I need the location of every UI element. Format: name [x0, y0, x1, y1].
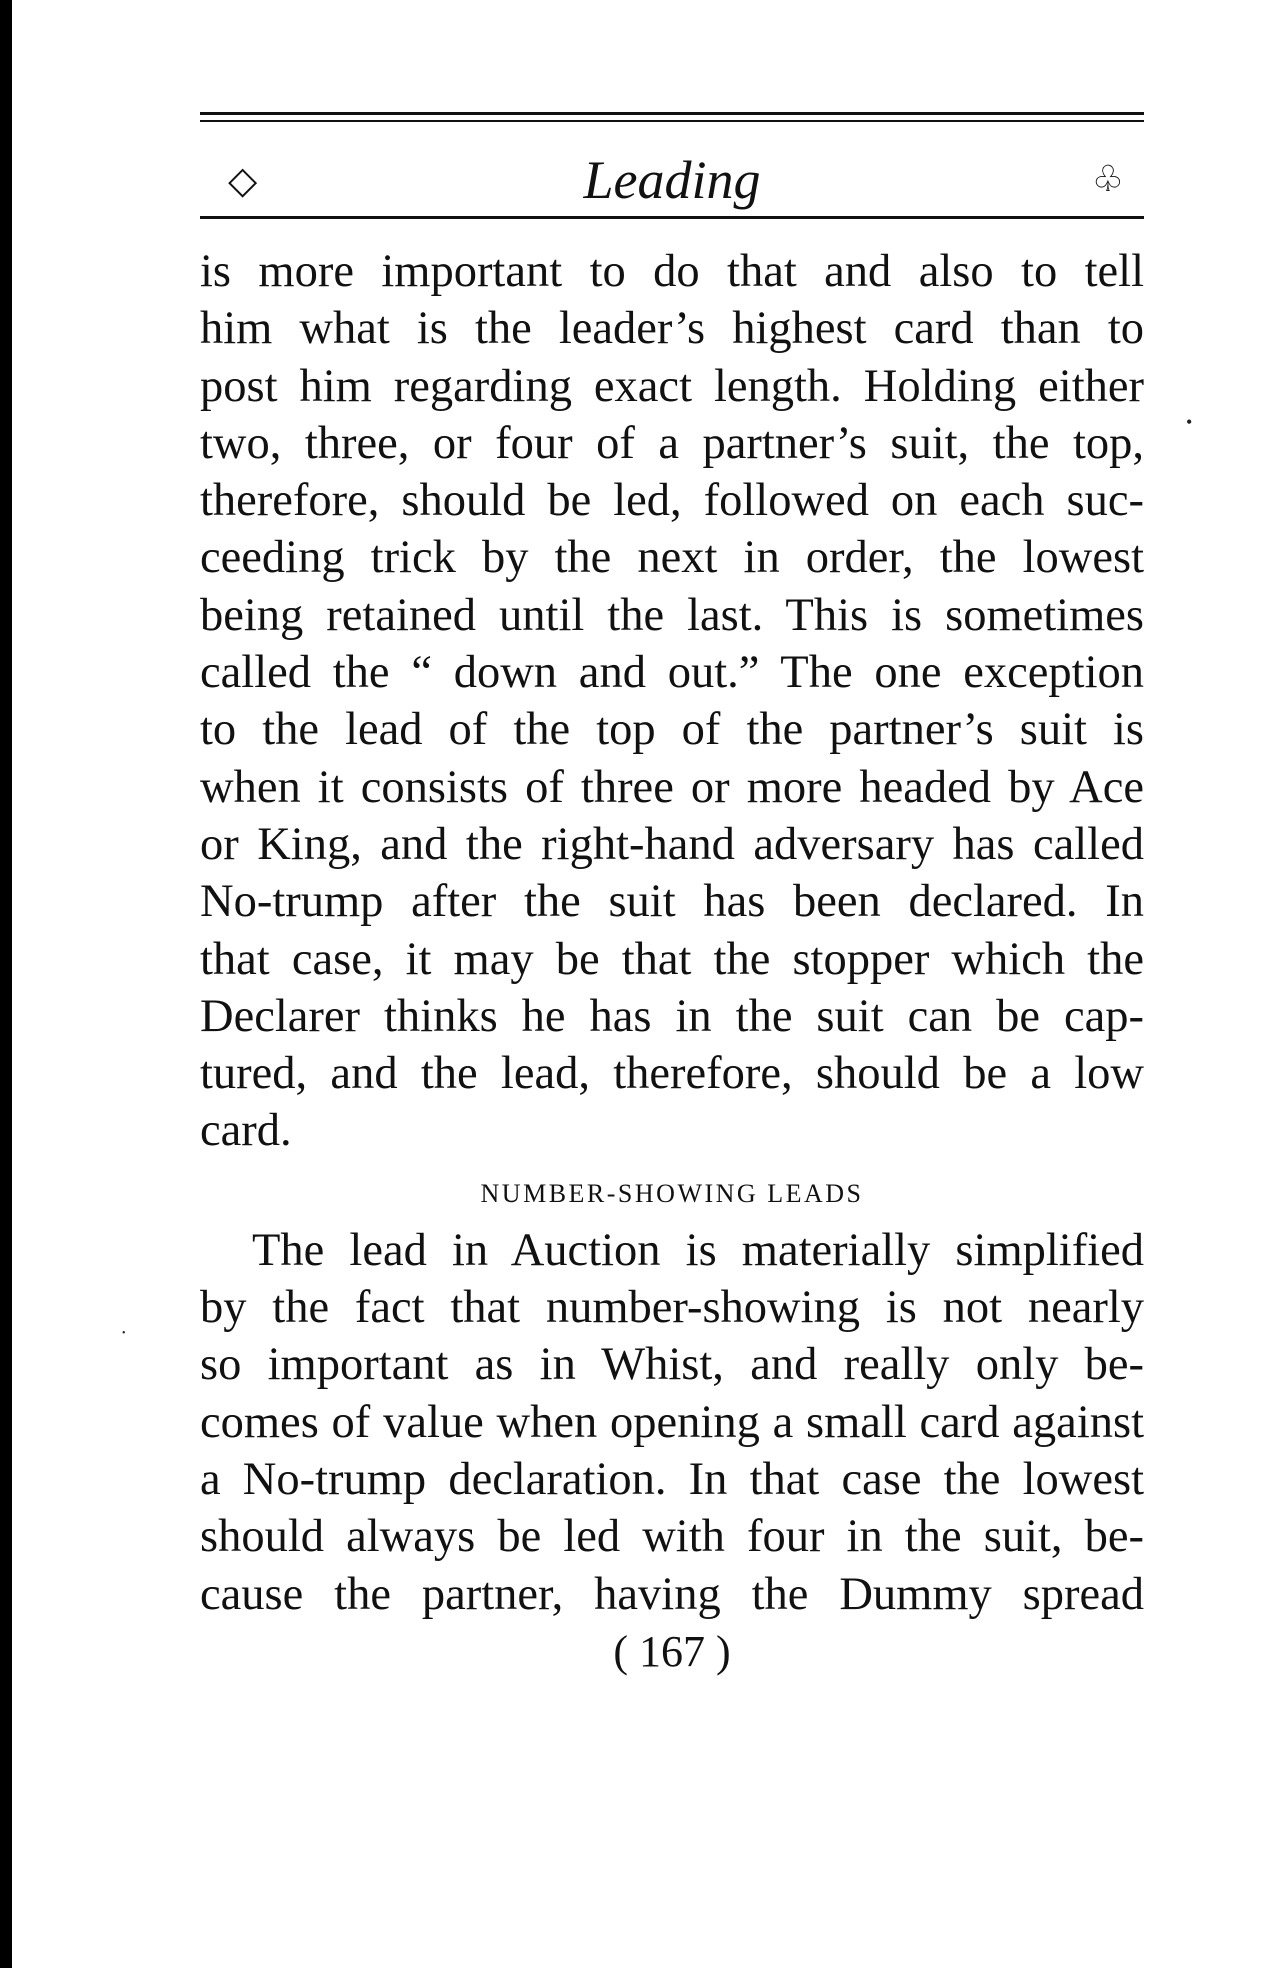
text-line: being retained until the last. This is sometimes	[200, 589, 1144, 641]
page-number: ( 167 )	[613, 1626, 731, 1676]
section-heading: NUMBER-SHOWING LEADS	[480, 1178, 864, 1208]
text-line: so important as in Whist, and really only be-	[200, 1339, 1144, 1391]
ink-speck: •	[1186, 412, 1193, 432]
diamond-suit-icon: ◇	[228, 158, 258, 202]
text-line: ceeding trick by the next in order, the lowest	[200, 532, 1144, 584]
book-page	[200, 112, 1144, 1679]
text-line: The lead in Auction is materially simplified	[252, 1224, 1144, 1276]
text-line: should always be led with four in the suit, be-	[200, 1511, 1144, 1563]
text-line: Declarer thinks he has in the suit can be cap-	[200, 990, 1144, 1042]
ink-speck: •	[122, 1328, 126, 1339]
running-head-title: Leading	[583, 150, 761, 210]
text-line: No-trump after the suit has been declared. In	[200, 876, 1144, 928]
text-line: tured, and the lead, therefore, should be a low	[200, 1048, 1144, 1100]
text-line: called the “ down and out.” The one exception	[200, 647, 1144, 699]
text-line: therefore, should be led, followed on each suc-	[200, 475, 1144, 527]
text-line: him what is the leader’s highest card than to	[200, 303, 1144, 355]
text-line: is more important to do that and also to tell	[200, 246, 1144, 297]
text-line: cause the partner, having the Dummy spread	[200, 1568, 1144, 1620]
text-line: two, three, or four of a partner’s suit, the top,	[200, 417, 1144, 469]
text-line: to the lead of the top of the partner’s suit is	[200, 704, 1144, 756]
header-rule-top	[200, 112, 1144, 122]
text-line: by the fact that number-showing is not nearly	[200, 1282, 1144, 1334]
text-line: post him regarding exact length. Holding either	[200, 360, 1144, 412]
running-head	[200, 122, 1144, 216]
text-line: or King, and the right-hand adversary has called	[200, 818, 1144, 870]
text-line: that case, it may be that the stopper which the	[200, 933, 1144, 985]
text-line: when it consists of three or more headed by Ace	[200, 761, 1144, 813]
text-line: card.	[200, 1105, 292, 1157]
body-text	[200, 243, 1144, 1623]
text-line: comes of value when opening a small card against	[200, 1396, 1144, 1448]
club-suit-icon: ♧	[1091, 159, 1124, 200]
text-line: a No-trump declaration. In that case the lowest	[200, 1453, 1144, 1505]
header-rule-bottom	[200, 216, 1144, 219]
page-edge-shadow	[0, 0, 12, 1968]
